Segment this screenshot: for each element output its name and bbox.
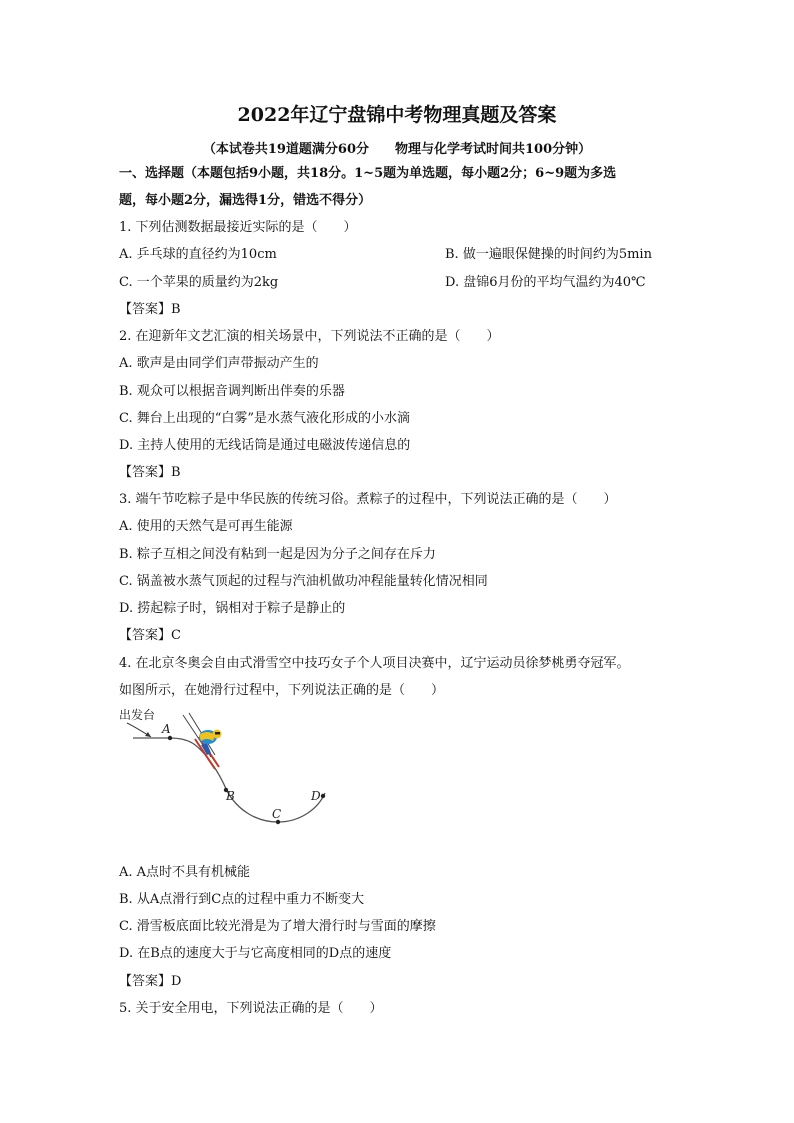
q4-option-a: A. A点时不具有机械能 [119, 865, 251, 880]
q3-option-b: B. 粽子互相之间没有粘到一起是因为分子之间存在斥力 [119, 547, 436, 562]
q4-option-b: B. 从A点滑行到C点的过程中重力不断变大 [119, 892, 365, 907]
point-a-dot [168, 736, 172, 740]
q3-option-a: A. 使用的天然气是可再生能源 [119, 519, 293, 534]
section-heading-line2: 题，每小题2分，漏选得1分，错选不得分） [119, 193, 372, 208]
point-d-dot [321, 794, 325, 798]
q3-option-c: C. 锅盖被水蒸气顶起的过程与汽油机做功冲程能量转化情况相同 [119, 574, 488, 589]
start-arrow-head [145, 732, 151, 737]
q2-option-c: C. 舞台上出现的“白雾”是水蒸气液化形成的小水滴 [119, 411, 411, 426]
ski-track-figure [115, 705, 345, 835]
ski-track-curve [133, 738, 325, 822]
q1-option-c: C. 一个苹果的质量约为2kg [119, 275, 279, 290]
q2-option-b: B. 观众可以根据音调判断出伴奏的乐器 [119, 384, 345, 399]
q1-stem: 1. 下列估测数据最接近实际的是（ ） [119, 220, 357, 235]
q1-answer: 【答案】B [119, 302, 181, 317]
q3-stem: 3. 端午节吃粽子是中华民族的传统习俗。煮粽子的过程中，下列说法正确的是（ ） [119, 492, 617, 507]
page-title: 2022年辽宁盘锦中考物理真题及答案 [237, 104, 557, 126]
q3-answer: 【答案】C [119, 628, 181, 643]
q4-stem-line2: 如图所示，在她滑行过程中，下列说法正确的是（ ） [119, 683, 445, 698]
q4-option-c: C. 滑雪板底面比较光滑是为了增大滑行时与雪面的摩擦 [119, 919, 436, 934]
q3-option-d: D. 捞起粽子时，锅相对于粽子是静止的 [119, 601, 346, 616]
q2-answer: 【答案】B [119, 465, 181, 480]
q1-option-d: D. 盘锦6月份的平均气温约为40℃ [445, 275, 646, 290]
q4-answer: 【答案】D [119, 974, 182, 989]
q4-stem-line1: 4. 在北京冬奥会自由式滑雪空中技巧女子个人项目决赛中，辽宁运动员徐梦桃勇夺冠军。 [119, 656, 630, 671]
q2-option-d: D. 主持人使用的无线话筒是通过电磁波传递信息的 [119, 438, 411, 453]
point-b-label: B [226, 789, 235, 803]
q4-option-d: D. 在B点的速度大于与它高度相同的D点的速度 [119, 946, 392, 961]
q2-stem: 2. 在迎新年文艺汇演的相关场景中，下列说法不正确的是（ ） [119, 329, 500, 344]
q1-option-a: A. 乒乓球的直径约为10cm [119, 247, 277, 262]
q1-option-b: B. 做一遍眼保健操的时间约为5min [445, 247, 652, 262]
q5-stem: 5. 关于安全用电，下列说法正确的是（ ） [119, 1001, 383, 1016]
page-subtitle: （本试卷共19道题满分60分 物理与化学考试时间共100分钟） [202, 142, 592, 157]
section-heading-line1: 一、选择题（本题包括9小题，共18分。1~5题为单选题，每小题2分；6~9题为多选 [119, 166, 617, 181]
point-d-label: D [311, 789, 321, 803]
start-platform-label: 出发台 [119, 708, 156, 722]
point-c-label: C [272, 807, 282, 821]
q2-option-a: A. 歌声是由同学们声带振动产生的 [119, 356, 319, 371]
point-a-label: A [162, 722, 171, 736]
